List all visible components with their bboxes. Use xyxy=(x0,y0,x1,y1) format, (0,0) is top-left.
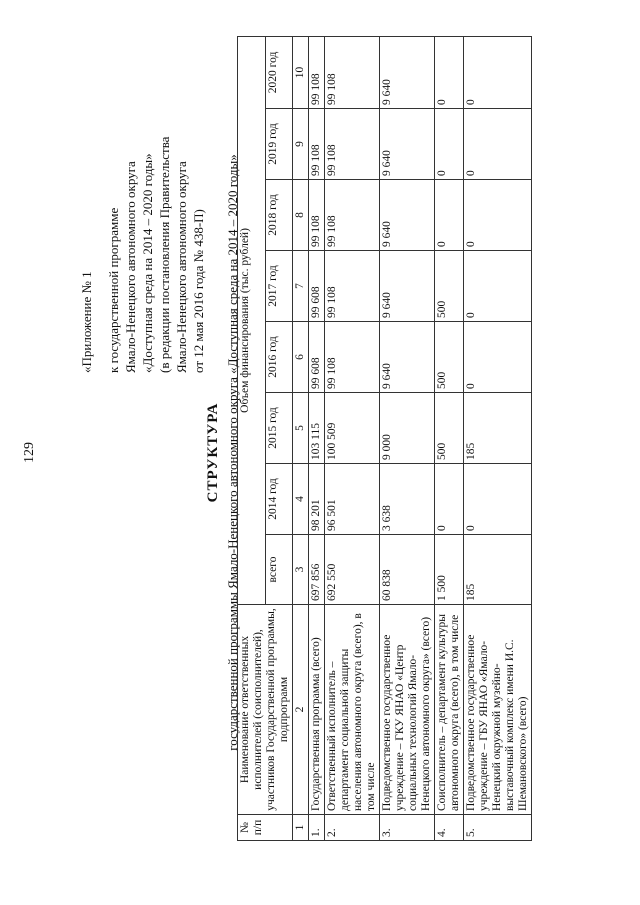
row-value: 100 509 xyxy=(326,422,338,460)
row-value-cell xyxy=(380,322,435,393)
row-value: 185 xyxy=(465,583,477,601)
header-year: 2020 год xyxy=(265,36,293,108)
row-value-cell xyxy=(309,109,325,180)
row-value: 99 608 xyxy=(310,357,322,389)
row-value: 9 640 xyxy=(381,363,393,389)
row-value: 9 640 xyxy=(381,150,393,176)
row-value-cell xyxy=(309,322,325,393)
row-value: 99 108 xyxy=(326,286,338,318)
row-value: 9 640 xyxy=(381,292,393,318)
header-year: 2018 год xyxy=(265,180,293,251)
column-number: 10 xyxy=(293,36,309,108)
header-total: всего xyxy=(265,535,293,605)
row-value-cell xyxy=(325,36,380,108)
row-value-cell xyxy=(435,180,464,251)
row-value-cell xyxy=(309,36,325,108)
row-value: 99 608 xyxy=(310,286,322,318)
row-value-cell xyxy=(309,535,325,605)
row-value: 9 000 xyxy=(381,434,393,460)
row-value-cell xyxy=(435,109,464,180)
row-value-cell xyxy=(309,464,325,535)
row-value: 0 xyxy=(465,383,477,389)
header-funding: Объем финансирования (тыс. рублей) xyxy=(238,36,266,604)
row-value-cell xyxy=(464,36,532,108)
row-value: 500 xyxy=(436,300,448,318)
row-value: 3 638 xyxy=(381,505,393,531)
row-value: 0 xyxy=(436,241,448,247)
row-value: 99 108 xyxy=(310,73,322,105)
row-value: 99 108 xyxy=(310,144,322,176)
row-value-cell xyxy=(435,322,464,393)
row-value-cell xyxy=(464,180,532,251)
appendix-heading: «Приложение № 1 xyxy=(79,271,94,373)
column-number: 1 xyxy=(293,815,309,841)
row-num: 2. xyxy=(325,815,380,841)
row-value-cell xyxy=(435,393,464,464)
row-value-cell xyxy=(325,464,380,535)
appendix-line: Ямало-Ненецкого автономного округа xyxy=(123,161,138,373)
column-number-row xyxy=(293,36,309,840)
column-number: 3 xyxy=(293,535,309,605)
row-value-cell xyxy=(435,464,464,535)
row-value: 9 640 xyxy=(381,79,393,105)
row-name: Ответственный исполнитель – департамент социальной защиты населения автономного округа (всего), в том числе xyxy=(325,605,380,815)
header-year: 2016 год xyxy=(265,322,293,393)
row-num: 1. xyxy=(309,815,325,841)
row-value: 99 108 xyxy=(326,144,338,176)
row-value-cell xyxy=(380,36,435,108)
row-value: 0 xyxy=(465,241,477,247)
column-number: 4 xyxy=(293,464,309,535)
appendix-line: от 12 мая 2016 года № 438-П) xyxy=(191,209,206,373)
row-value-cell xyxy=(435,36,464,108)
row-value: 500 xyxy=(436,442,448,460)
row-value-cell xyxy=(435,251,464,322)
row-name: Государственная программа (всего) xyxy=(309,605,325,815)
header-row xyxy=(238,36,266,840)
column-number: 7 xyxy=(293,251,309,322)
row-name: Соисполнитель – департамент культуры автономного округа (всего), в том числе xyxy=(435,605,464,815)
row-value: 500 xyxy=(436,371,448,389)
row-value-cell xyxy=(325,109,380,180)
row-value: 99 108 xyxy=(326,215,338,247)
page-number: 129 xyxy=(22,442,37,463)
row-num: 5. xyxy=(464,815,532,841)
header-year: 2015 год xyxy=(265,393,293,464)
row-value: 1 500 xyxy=(436,575,448,601)
appendix-line: (в редакции постановления Правительства xyxy=(157,136,172,373)
row-value-cell xyxy=(380,535,435,605)
appendix-line: «Доступная среда на 2014 – 2020 годы» xyxy=(140,153,155,373)
document-title xyxy=(205,0,241,905)
row-value-cell xyxy=(325,393,380,464)
row-value: 0 xyxy=(436,170,448,176)
row-value: 99 108 xyxy=(310,215,322,247)
row-value: 697 856 xyxy=(310,563,322,601)
row-value: 0 xyxy=(465,525,477,531)
table-row xyxy=(464,36,532,840)
row-value: 692 550 xyxy=(326,563,338,601)
header-year: 2014 год xyxy=(265,464,293,535)
row-value-cell xyxy=(380,393,435,464)
row-value-cell xyxy=(380,180,435,251)
row-value-cell xyxy=(325,535,380,605)
row-value-cell xyxy=(435,535,464,605)
row-num: 3. xyxy=(380,815,435,841)
table-body xyxy=(309,36,532,840)
row-name: Подведомственное государственное учреждение – ГКУ ЯНАО «Центр социальных технологий Ямало-Ненецкого автономного округа» (всего) xyxy=(380,605,435,815)
row-value: 0 xyxy=(436,525,448,531)
row-value: 0 xyxy=(465,99,477,105)
row-value: 0 xyxy=(465,170,477,176)
row-value: 99 108 xyxy=(326,357,338,389)
row-value-cell xyxy=(464,109,532,180)
header-year: 2017 год xyxy=(265,251,293,322)
row-value: 185 xyxy=(465,442,477,460)
row-value-cell xyxy=(325,322,380,393)
row-value-cell xyxy=(464,535,532,605)
row-value-cell xyxy=(309,251,325,322)
row-value: 96 501 xyxy=(326,499,338,531)
row-value-cell xyxy=(309,180,325,251)
column-number: 6 xyxy=(293,322,309,393)
appendix-block xyxy=(78,73,207,373)
header-num: № п/п xyxy=(238,815,293,841)
table-row xyxy=(435,36,464,840)
row-value-cell xyxy=(464,464,532,535)
appendix-line: к государственной программе xyxy=(106,207,121,373)
row-value-cell xyxy=(380,251,435,322)
table-row xyxy=(380,36,435,840)
row-value-cell xyxy=(464,251,532,322)
row-value: 103 115 xyxy=(310,423,322,460)
row-value-cell xyxy=(325,251,380,322)
column-number: 9 xyxy=(293,109,309,180)
row-value: 9 640 xyxy=(381,221,393,247)
row-value-cell xyxy=(464,393,532,464)
table-row xyxy=(325,36,380,840)
row-value-cell xyxy=(309,393,325,464)
title-subtitle: государственной программы Ямало-Ненецкого автономного округа «Доступная среда на 2014 – 2020 годы» xyxy=(225,154,240,751)
row-value: 60 838 xyxy=(381,569,393,601)
structure-table xyxy=(237,36,532,841)
appendix-line: Ямало-Ненецкого автономного округа xyxy=(174,161,189,373)
row-value-cell xyxy=(464,322,532,393)
column-number: 5 xyxy=(293,393,309,464)
row-value: 98 201 xyxy=(310,499,322,531)
row-value: 0 xyxy=(436,99,448,105)
row-num: 4. xyxy=(435,815,464,841)
row-value-cell xyxy=(380,464,435,535)
table-row xyxy=(309,36,325,840)
row-value: 99 108 xyxy=(326,73,338,105)
row-value: 0 xyxy=(465,312,477,318)
header-name: Наименование ответственных исполнителей (соисполнителей), участников Государственной программы, подпрограмм xyxy=(238,605,293,815)
row-value-cell xyxy=(325,180,380,251)
row-value-cell xyxy=(380,109,435,180)
header-year: 2019 год xyxy=(265,109,293,180)
row-name: Подведомственное государственное учреждение – ГБУ ЯНАО «Ямало-Ненецкий окружной музейно-выставочный комплекс имени И.С. Шемановского» (всего) xyxy=(464,605,532,815)
title-main: СТРУКТУРА xyxy=(205,402,221,503)
column-number: 2 xyxy=(293,605,309,815)
column-number: 8 xyxy=(293,180,309,251)
